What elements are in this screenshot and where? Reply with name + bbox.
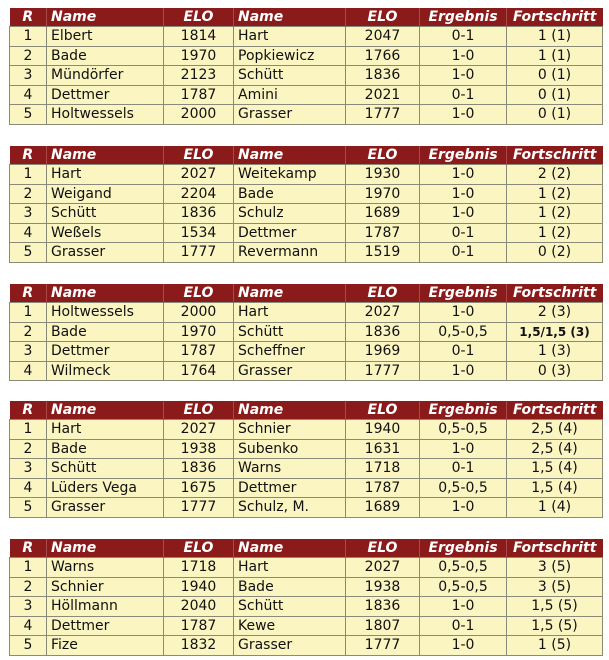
table-cell: Holtwessels [47,303,164,323]
table-cell: 2021 [346,85,420,105]
table-cell: 5 [10,105,47,125]
table-cell: 1940 [346,420,420,440]
table-cell: 1-0 [420,361,507,381]
table-cell: 1766 [346,46,420,66]
table-cell: 0-1 [420,223,507,243]
column-header: Fortschritt [507,539,603,558]
round-table-2 [9,146,602,263]
column-header: Fortschritt [507,8,603,27]
table-cell: Fize [47,636,164,656]
table-cell: 0 (1) [507,85,603,105]
column-header: ELO [164,284,234,303]
table-row [10,636,603,656]
table-cell: 1 (1) [507,46,603,66]
table-cell: 1-0 [420,165,507,185]
column-header: ELO [164,146,234,165]
table-cell: Höllmann [47,597,164,617]
table-row [10,165,603,185]
table-cell: 0 (1) [507,66,603,86]
table-cell: 2123 [164,66,234,86]
table-row [10,322,603,342]
table-row [10,597,603,617]
column-header: ELO [164,539,234,558]
table-cell: Dettmer [234,223,346,243]
table-cell: 1-0 [420,105,507,125]
table-cell: Kewe [234,616,346,636]
table-cell: Schnier [234,420,346,440]
table-cell: 2000 [164,105,234,125]
table-cell: Schnier [47,577,164,597]
table-cell: 5 [10,498,47,518]
column-header: ELO [164,8,234,27]
table-row [10,46,603,66]
table-cell: 4 [10,616,47,636]
header-row [10,8,603,27]
results-table [9,8,603,125]
table-cell: 1787 [164,85,234,105]
column-header: Name [234,8,346,27]
results-table [9,284,603,381]
table-cell: Weßels [47,223,164,243]
table-cell: Bade [47,322,164,342]
table-cell: 1 [10,27,47,47]
table-cell: 1,5 (5) [507,597,603,617]
table-cell: 1777 [346,361,420,381]
table-cell: Holtwessels [47,105,164,125]
table-cell: 1 (2) [507,204,603,224]
table-cell: 1689 [346,498,420,518]
table-cell: Hart [47,165,164,185]
table-cell: 1-0 [420,439,507,459]
column-header: Fortschritt [507,146,603,165]
table-cell: Warns [234,459,346,479]
table-cell: 1 (1) [507,27,603,47]
column-header: R [10,8,47,27]
table-cell: 2027 [346,303,420,323]
table-cell: 1 (3) [507,342,603,362]
table-cell: 1 [10,558,47,578]
table-cell: 1814 [164,27,234,47]
table-cell: Wilmeck [47,361,164,381]
table-cell: 0,5-0,5 [420,577,507,597]
column-header: Ergebnis [420,284,507,303]
table-cell: 2,5 (4) [507,439,603,459]
column-header: Ergebnis [420,8,507,27]
table-cell: 2 (2) [507,165,603,185]
table-row [10,420,603,440]
table-cell: Mündörfer [47,66,164,86]
table-cell: 3 [10,459,47,479]
table-cell: 1970 [164,46,234,66]
table-cell: 0-1 [420,342,507,362]
table-row [10,303,603,323]
table-cell: Schütt [234,66,346,86]
header-row [10,284,603,303]
table-cell: Hart [234,303,346,323]
table-cell: 2040 [164,597,234,617]
table-cell: 4 [10,361,47,381]
table-cell: 1938 [346,577,420,597]
table-cell: 1940 [164,577,234,597]
table-row [10,558,603,578]
table-cell: 2 [10,322,47,342]
table-cell: 4 [10,478,47,498]
column-header: Name [47,284,164,303]
table-row [10,439,603,459]
table-cell: 1-0 [420,204,507,224]
table-cell: Schulz [234,204,346,224]
table-cell: 0-1 [420,459,507,479]
table-cell: 1-0 [420,636,507,656]
table-cell: Bade [234,577,346,597]
table-cell: Hart [47,420,164,440]
header-row [10,539,603,558]
column-header: R [10,146,47,165]
table-row [10,459,603,479]
table-cell: Elbert [47,27,164,47]
table-cell: 1777 [164,243,234,263]
table-cell: 5 [10,243,47,263]
table-row [10,85,603,105]
table-cell: 1,5 (4) [507,478,603,498]
table-cell: 1534 [164,223,234,243]
column-header: ELO [164,401,234,420]
table-cell: Grasser [234,361,346,381]
table-cell: 4 [10,85,47,105]
table-row [10,223,603,243]
table-cell: 2 [10,577,47,597]
table-cell: 1,5/1,5 (3) [507,322,603,342]
table-cell: Weitekamp [234,165,346,185]
column-header: ELO [346,539,420,558]
table-row [10,577,603,597]
table-cell: 1-0 [420,597,507,617]
table-cell: Weigand [47,184,164,204]
table-cell: 0,5-0,5 [420,322,507,342]
table-cell: 2 [10,46,47,66]
table-cell: 2 (3) [507,303,603,323]
table-cell: 1689 [346,204,420,224]
column-header: Ergebnis [420,401,507,420]
column-header: ELO [346,146,420,165]
table-cell: 1519 [346,243,420,263]
round-table-1 [9,8,602,125]
table-cell: Revermann [234,243,346,263]
column-header: Name [47,401,164,420]
table-cell: 1 (5) [507,636,603,656]
table-cell: 1836 [164,459,234,479]
table-cell: 1836 [346,597,420,617]
table-cell: Dettmer [47,85,164,105]
table-cell: 1787 [346,478,420,498]
table-cell: 5 [10,636,47,656]
table-cell: 1836 [346,66,420,86]
column-header: Name [47,8,164,27]
table-cell: 1969 [346,342,420,362]
table-cell: 0,5-0,5 [420,558,507,578]
table-cell: 0 (1) [507,105,603,125]
table-cell: 0 (2) [507,243,603,263]
table-row [10,616,603,636]
round-table-5 [9,539,602,656]
column-header: R [10,284,47,303]
results-table [9,539,603,656]
table-cell: 1 (2) [507,223,603,243]
table-cell: 1787 [164,616,234,636]
table-cell: Hart [234,27,346,47]
table-cell: 1777 [346,636,420,656]
table-cell: 2027 [164,165,234,185]
table-cell: Bade [47,439,164,459]
table-row [10,361,603,381]
table-cell: 2 [10,439,47,459]
column-header: Name [234,146,346,165]
column-header: Ergebnis [420,146,507,165]
table-cell: Schütt [47,204,164,224]
table-cell: 1970 [164,322,234,342]
table-row [10,478,603,498]
column-header: ELO [346,284,420,303]
table-cell: Schütt [47,459,164,479]
table-cell: Scheffner [234,342,346,362]
column-header: Name [47,539,164,558]
table-cell: 1 [10,165,47,185]
table-cell: 1832 [164,636,234,656]
table-cell: 1787 [164,342,234,362]
table-cell: 1631 [346,439,420,459]
table-cell: 1,5 (5) [507,616,603,636]
table-cell: 1807 [346,616,420,636]
table-cell: Grasser [47,498,164,518]
table-cell: 1-0 [420,184,507,204]
table-cell: 1-0 [420,498,507,518]
column-header: Fortschritt [507,401,603,420]
column-header: Name [234,539,346,558]
table-cell: 1 [10,420,47,440]
table-cell: Subenko [234,439,346,459]
table-cell: 2 [10,184,47,204]
round-table-3 [9,284,602,381]
table-cell: 1 (4) [507,498,603,518]
table-cell: Hart [234,558,346,578]
table-cell: Popkiewicz [234,46,346,66]
column-header: Name [234,401,346,420]
column-header: R [10,401,47,420]
table-cell: Dettmer [47,342,164,362]
table-cell: Dettmer [47,616,164,636]
column-header: Name [234,284,346,303]
table-cell: 0 (3) [507,361,603,381]
table-cell: 0-1 [420,85,507,105]
table-cell: 4 [10,223,47,243]
column-header: R [10,539,47,558]
column-header: ELO [346,8,420,27]
table-cell: 2027 [164,420,234,440]
table-cell: 1-0 [420,303,507,323]
table-cell: Schulz, M. [234,498,346,518]
results-table [9,401,603,518]
column-header: Name [47,146,164,165]
column-header: Fortschritt [507,284,603,303]
table-cell: 3 [10,66,47,86]
column-header: ELO [346,401,420,420]
table-row [10,105,603,125]
table-cell: 2027 [346,558,420,578]
table-cell: 2047 [346,27,420,47]
table-cell: 1 [10,303,47,323]
table-cell: 1-0 [420,46,507,66]
table-cell: 1,5 (4) [507,459,603,479]
table-cell: 1970 [346,184,420,204]
table-cell: 1836 [346,322,420,342]
table-cell: Warns [47,558,164,578]
table-cell: Bade [47,46,164,66]
table-row [10,498,603,518]
table-cell: 1787 [346,223,420,243]
table-row [10,342,603,362]
table-cell: 1777 [346,105,420,125]
table-cell: 2000 [164,303,234,323]
table-cell: 0,5-0,5 [420,478,507,498]
table-cell: 0-1 [420,243,507,263]
results-table [9,146,603,263]
table-cell: 0,5-0,5 [420,420,507,440]
table-cell: 1718 [346,459,420,479]
table-cell: 1-0 [420,66,507,86]
table-cell: 2,5 (4) [507,420,603,440]
header-row [10,146,603,165]
table-cell: 1764 [164,361,234,381]
table-row [10,204,603,224]
table-cell: 1836 [164,204,234,224]
table-cell: 1777 [164,498,234,518]
table-cell: 3 (5) [507,577,603,597]
table-cell: Schütt [234,597,346,617]
table-cell: Grasser [234,105,346,125]
round-table-4 [9,401,602,518]
table-cell: Amini [234,85,346,105]
table-cell: 3 (5) [507,558,603,578]
table-cell: Grasser [47,243,164,263]
table-cell: 3 [10,342,47,362]
column-header: Ergebnis [420,539,507,558]
table-cell: 0-1 [420,27,507,47]
table-cell: 0-1 [420,616,507,636]
table-cell: Dettmer [234,478,346,498]
table-cell: 3 [10,597,47,617]
table-cell: Schütt [234,322,346,342]
table-cell: 1938 [164,439,234,459]
table-row [10,27,603,47]
table-cell: Bade [234,184,346,204]
table-row [10,184,603,204]
table-cell: 2204 [164,184,234,204]
header-row [10,401,603,420]
table-cell: 1930 [346,165,420,185]
table-cell: 3 [10,204,47,224]
table-row [10,243,603,263]
table-row [10,66,603,86]
table-cell: 1718 [164,558,234,578]
table-cell: 1 (2) [507,184,603,204]
table-cell: Lüders Vega [47,478,164,498]
table-cell: Grasser [234,636,346,656]
table-cell: 1675 [164,478,234,498]
